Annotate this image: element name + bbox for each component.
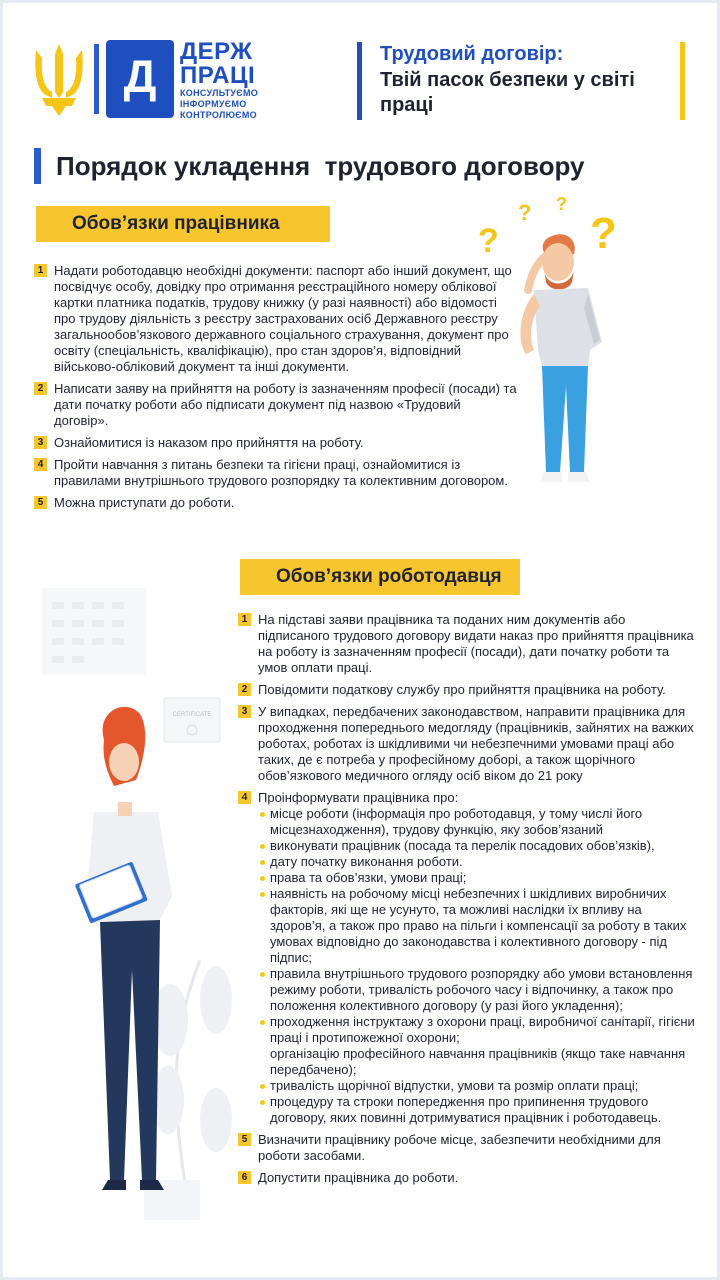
sub-item: місце роботи (інформація про роботодавця, у тому числі його місцезнаходження), трудову функцію, яку зобов’язаний	[258, 806, 698, 838]
svg-text:?: ?	[590, 209, 617, 258]
item-number: 1	[238, 613, 251, 626]
item-text: Повідомити податкову службу про прийняття працівника на роботу.	[258, 682, 666, 697]
list-item	[238, 682, 698, 698]
item-number: 5	[238, 1133, 251, 1146]
item-text: Проінформувати працівника про:	[258, 790, 459, 805]
logo-mark	[106, 40, 174, 118]
employee-heading: Обов’язки працівника	[36, 206, 330, 242]
header-accent-blue	[357, 42, 362, 120]
svg-text:?: ?	[518, 200, 532, 225]
list-item	[238, 1132, 698, 1164]
logo-line2: ПРАЦІ	[180, 62, 256, 89]
page-title: Порядок укладення трудового договору	[56, 151, 585, 181]
item-text: Пройти навчання з питань безпеки та гігієни праці, ознайомитися із правилами внутрішнього трудового розпорядку та колективним договором.	[54, 457, 508, 488]
item-number: 3	[238, 705, 251, 718]
sub-item-text: проходження інструктажу з охорони праці, виробничої санітарії, гігієни праці і протипожежної охорони;	[270, 1014, 695, 1045]
certificate-label: CERTIFICATE	[172, 712, 212, 718]
svg-text:?: ?	[478, 222, 499, 260]
item-number: 3	[34, 436, 47, 449]
list-item	[34, 435, 518, 451]
item-text: Визначити працівнику робоче місце, забезпечити необхідними для роботи засобами.	[258, 1132, 661, 1163]
header-subtitle: Твій пасок безпеки у світі праці	[380, 69, 635, 116]
item-text: У випадках, передбачених законодавством, направити працівника для проходження попереднього медогляду (працівників, зайнятих на важких роботах, роботах із шкідливими чи небезпечними умовами праці або таких, де є потреба у професійному доборі, а також щорічного обов’язкового медичного огляду осіб віком до 21 року	[258, 704, 694, 783]
logo-text	[180, 40, 258, 121]
sub-item: дату початку виконання роботи.	[258, 854, 698, 870]
list-item	[34, 495, 518, 511]
item-number: 2	[238, 683, 251, 696]
list-item	[238, 1170, 698, 1186]
trident-icon	[30, 40, 88, 118]
item-text: Надати роботодавцю необхідні документи: паспорт або інший документ, що посвідчує особу, довідку про отримання реєстраційного номеру облікової картки платника податків, трудову книжку (у разі наявності) або відомості про трудову діяльність з реєстру застрахованих осіб Державного реєстру загальнообов’язкового державного соціального страхування, документ про освіту (спеціальність, кваліфікацію), про стан здоров’я, відповідний військово-обліковий документ та інші документи.	[54, 263, 512, 374]
item-number: 2	[34, 382, 47, 395]
item-text: На підставі заяви працівника та поданих ним документів або підписаного трудового договору видати наказ про прийняття працівника на роботу із зазначенням професії (посади), дати початку роботи та умов оплати праці.	[258, 612, 694, 675]
thinking-man-illustration	[470, 190, 640, 535]
logo-tagline-1: КОНСУЛЬТУЄМО	[180, 88, 259, 98]
header-title: Трудовий договір:	[380, 43, 564, 65]
item-number: 5	[34, 496, 47, 509]
sub-item: права та обов’язки, умови праці;	[258, 870, 698, 886]
list-item	[238, 704, 698, 784]
employer-heading: Обов’язки роботодавця	[240, 559, 520, 595]
item-number: 4	[238, 791, 251, 804]
item-number: 4	[34, 458, 47, 471]
list-item	[34, 263, 518, 375]
logo-divider	[94, 44, 99, 114]
item-text: Можна приступати до роботи.	[54, 495, 235, 510]
logo-letter: Д	[123, 50, 157, 102]
sub-item: виконувати працівник (посада та перелік посадових обов’язків),	[258, 838, 698, 854]
sub-item: правила внутрішнього трудового розпорядку або умови встановлення режиму роботи, тривалість робочого часу і відпочинку, а також про положення колективного договору (у разі його укладення);	[258, 966, 698, 1014]
sub-item: наявність на робочому місці небезпечних і шкідливих виробничих факторів, які ще не усунуто, та можливі наслідки їх впливу на здоров’я, а також про право на пільги і компенсації за роботу в таких умовах відповідно до законодавства і колективного договору - під підпис;	[258, 886, 698, 966]
sub-item: процедуру та строки попередження про припинення трудового договору, яких повинні дотримуватися працівник і роботодавець.	[258, 1094, 698, 1126]
item-text: Ознайомитися із наказом про прийняття на роботу.	[54, 435, 364, 450]
employer-list	[238, 612, 698, 1192]
title-accent	[34, 148, 41, 184]
logo-tagline-3: КОНТРОЛЮЄМО	[180, 110, 257, 120]
sub-item-continuation: організацію професійного навчання працівників (якщо таке навчання передбачено);	[270, 1046, 686, 1077]
item-text: Допустити працівника до роботи.	[258, 1170, 459, 1185]
sub-item	[258, 1014, 698, 1078]
calendar-icon	[42, 588, 146, 674]
list-item	[34, 381, 518, 429]
certificate-icon	[164, 698, 220, 742]
logo-line1: ДЕРЖ	[180, 38, 253, 65]
item-number: 6	[238, 1171, 251, 1184]
list-item	[238, 612, 698, 676]
list-item	[238, 790, 698, 1126]
list-item	[34, 457, 518, 489]
sub-item: тривалість щорічної відпустки, умови та розмір оплати праці;	[258, 1078, 698, 1094]
svg-text:?: ?	[556, 194, 567, 214]
item-text: Написати заяву на прийняття на роботу із зазначенням професії (посади) та дати початку роботи або підписати документ під назвою «Трудовий договір».	[54, 381, 517, 428]
header-accent-yellow	[680, 42, 685, 120]
employee-list	[34, 263, 518, 517]
woman-with-folder-illustration	[40, 580, 240, 1240]
logo-tagline-2: ІНФОРМУЄМО	[180, 99, 247, 109]
item-number: 1	[34, 264, 47, 277]
